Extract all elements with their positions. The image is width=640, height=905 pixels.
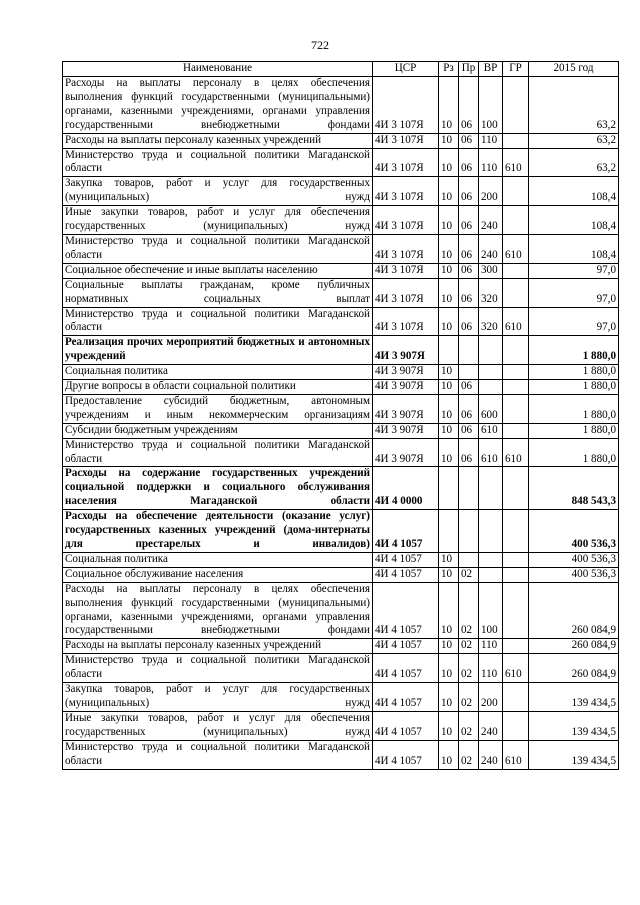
- cell-rz: 10: [439, 148, 459, 177]
- table-row: [63, 639, 619, 654]
- cell-rz: 10: [439, 278, 459, 307]
- cell-pr: [459, 467, 479, 510]
- cell-amount: 139 434,5: [529, 683, 619, 712]
- cell-pr: 06: [459, 438, 479, 467]
- cell-csr: 4И 4 1057: [373, 683, 439, 712]
- cell-gr: [503, 278, 529, 307]
- cell-pr: 02: [459, 567, 479, 582]
- cell-gr: 610: [503, 740, 529, 769]
- cell-name: Социальное обслуживание населения: [63, 567, 373, 582]
- cell-vr: [479, 365, 503, 380]
- table-row: [63, 307, 619, 336]
- cell-vr: 110: [479, 133, 503, 148]
- table-row: [63, 423, 619, 438]
- cell-vr: 100: [479, 77, 503, 134]
- cell-gr: [503, 552, 529, 567]
- budget-table: [62, 61, 619, 770]
- cell-vr: [479, 510, 503, 553]
- cell-amount: 1 880,0: [529, 336, 619, 365]
- cell-pr: 02: [459, 639, 479, 654]
- cell-name: Расходы на содержание государственных учреждений социальной поддержки и социального обслуживания населения Магаданской области: [63, 467, 373, 510]
- cell-rz: 10: [439, 423, 459, 438]
- cell-amount: 400 536,3: [529, 567, 619, 582]
- cell-csr: 4И 3 907Я: [373, 336, 439, 365]
- cell-rz: 10: [439, 740, 459, 769]
- cell-csr: 4И 4 1057: [373, 654, 439, 683]
- cell-rz: 10: [439, 380, 459, 395]
- cell-name: Реализация прочих мероприятий бюджетных и автономных учреждений: [63, 336, 373, 365]
- header-name: Наименование: [63, 62, 373, 77]
- cell-gr: [503, 380, 529, 395]
- table-row: [63, 206, 619, 235]
- cell-rz: 10: [439, 582, 459, 639]
- cell-gr: [503, 177, 529, 206]
- cell-amount: 139 434,5: [529, 740, 619, 769]
- cell-vr: 240: [479, 234, 503, 263]
- cell-name: Министерство труда и социальной политики Магаданской области: [63, 654, 373, 683]
- cell-vr: 100: [479, 582, 503, 639]
- table-row: [63, 177, 619, 206]
- cell-gr: [503, 467, 529, 510]
- header-row: [63, 62, 619, 77]
- cell-rz: [439, 336, 459, 365]
- cell-csr: 4И 4 1057: [373, 510, 439, 553]
- cell-amount: 1 880,0: [529, 380, 619, 395]
- cell-vr: 600: [479, 394, 503, 423]
- table-row: [63, 654, 619, 683]
- cell-name: Иные закупки товаров, работ и услуг для обеспечения государственных (муниципальных) нужд: [63, 206, 373, 235]
- cell-name: Социальное обеспечение и иные выплаты населению: [63, 263, 373, 278]
- cell-vr: 320: [479, 307, 503, 336]
- cell-gr: [503, 365, 529, 380]
- cell-pr: 06: [459, 423, 479, 438]
- cell-amount: 97,0: [529, 263, 619, 278]
- cell-vr: [479, 552, 503, 567]
- cell-vr: 610: [479, 423, 503, 438]
- cell-amount: 1 880,0: [529, 438, 619, 467]
- cell-name: Социальная политика: [63, 552, 373, 567]
- header-year: 2015 год: [529, 62, 619, 77]
- table-row: [63, 711, 619, 740]
- table-row: [63, 234, 619, 263]
- cell-gr: 610: [503, 438, 529, 467]
- cell-gr: 610: [503, 234, 529, 263]
- cell-name: Расходы на выплаты персоналу в целях обеспечения выполнения функций государственными (муниципальными) органами, казенными учреждениями, органами управления государственными внебюджетными фондами: [63, 77, 373, 134]
- cell-pr: 02: [459, 711, 479, 740]
- cell-pr: 02: [459, 683, 479, 712]
- header-pr: Пр: [459, 62, 479, 77]
- table-row: [63, 148, 619, 177]
- cell-vr: 200: [479, 683, 503, 712]
- cell-amount: 108,4: [529, 177, 619, 206]
- cell-name: Расходы на выплаты персоналу в целях обеспечения выполнения функций государственными (муниципальными) органами, казенными учреждениями, органами управления государственными внебюджетными фондами: [63, 582, 373, 639]
- cell-rz: 10: [439, 639, 459, 654]
- cell-gr: [503, 423, 529, 438]
- cell-name: Другие вопросы в области социальной политики: [63, 380, 373, 395]
- cell-amount: 260 084,9: [529, 654, 619, 683]
- table-row: [63, 510, 619, 553]
- cell-amount: 108,4: [529, 206, 619, 235]
- cell-amount: 400 536,3: [529, 510, 619, 553]
- cell-vr: 320: [479, 278, 503, 307]
- cell-pr: 02: [459, 654, 479, 683]
- table-row: [63, 133, 619, 148]
- cell-vr: 240: [479, 711, 503, 740]
- cell-name: Расходы на выплаты персоналу казенных учреждений: [63, 133, 373, 148]
- cell-vr: 110: [479, 639, 503, 654]
- cell-name: Расходы на выплаты персоналу казенных учреждений: [63, 639, 373, 654]
- table-row: [63, 263, 619, 278]
- cell-pr: 02: [459, 740, 479, 769]
- cell-csr: 4И 3 907Я: [373, 380, 439, 395]
- cell-csr: 4И 4 1057: [373, 740, 439, 769]
- cell-gr: [503, 263, 529, 278]
- cell-pr: 06: [459, 148, 479, 177]
- page-number: 722: [311, 38, 329, 52]
- table-row: [63, 336, 619, 365]
- table-row: [63, 740, 619, 769]
- cell-pr: 06: [459, 206, 479, 235]
- cell-pr: 06: [459, 77, 479, 134]
- table-body: [63, 77, 619, 770]
- table-row: [63, 380, 619, 395]
- header-rz: Рз: [439, 62, 459, 77]
- cell-rz: 10: [439, 394, 459, 423]
- cell-gr: 610: [503, 307, 529, 336]
- cell-name: Социальные выплаты гражданам, кроме публичных нормативных социальных выплат: [63, 278, 373, 307]
- cell-amount: 63,2: [529, 77, 619, 134]
- cell-name: Министерство труда и социальной политики Магаданской области: [63, 740, 373, 769]
- cell-pr: 06: [459, 263, 479, 278]
- cell-rz: 10: [439, 206, 459, 235]
- cell-pr: 02: [459, 582, 479, 639]
- cell-csr: 4И 3 107Я: [373, 148, 439, 177]
- cell-amount: 97,0: [529, 278, 619, 307]
- cell-rz: 10: [439, 711, 459, 740]
- cell-gr: [503, 683, 529, 712]
- cell-rz: 10: [439, 683, 459, 712]
- cell-csr: 4И 3 907Я: [373, 394, 439, 423]
- cell-vr: 610: [479, 438, 503, 467]
- cell-amount: 139 434,5: [529, 711, 619, 740]
- cell-csr: 4И 4 1057: [373, 582, 439, 639]
- cell-vr: 240: [479, 740, 503, 769]
- cell-amount: 63,2: [529, 133, 619, 148]
- cell-csr: 4И 3 107Я: [373, 278, 439, 307]
- cell-gr: [503, 510, 529, 553]
- cell-rz: 10: [439, 654, 459, 683]
- cell-pr: [459, 552, 479, 567]
- cell-csr: 4И 3 107Я: [373, 263, 439, 278]
- cell-rz: 10: [439, 77, 459, 134]
- cell-csr: 4И 4 0000: [373, 467, 439, 510]
- cell-csr: 4И 4 1057: [373, 711, 439, 740]
- cell-amount: 97,0: [529, 307, 619, 336]
- cell-gr: [503, 336, 529, 365]
- table-row: [63, 278, 619, 307]
- cell-csr: 4И 3 907Я: [373, 438, 439, 467]
- cell-amount: 108,4: [529, 234, 619, 263]
- cell-pr: 06: [459, 234, 479, 263]
- table-row: [63, 438, 619, 467]
- cell-pr: [459, 365, 479, 380]
- cell-vr: [479, 380, 503, 395]
- cell-csr: 4И 3 107Я: [373, 206, 439, 235]
- cell-name: Расходы на обеспечение деятельности (оказание услуг) государственных казенных учреждений (дома-интернаты для престарелых и инвалидов): [63, 510, 373, 553]
- cell-name: Министерство труда и социальной политики Магаданской области: [63, 148, 373, 177]
- cell-csr: 4И 4 1057: [373, 567, 439, 582]
- cell-vr: 300: [479, 263, 503, 278]
- table-row: [63, 567, 619, 582]
- cell-rz: 10: [439, 307, 459, 336]
- cell-amount: 260 084,9: [529, 582, 619, 639]
- cell-csr: 4И 3 907Я: [373, 365, 439, 380]
- cell-pr: 06: [459, 177, 479, 206]
- cell-gr: [503, 582, 529, 639]
- cell-csr: 4И 3 107Я: [373, 133, 439, 148]
- cell-rz: 10: [439, 234, 459, 263]
- cell-gr: [503, 639, 529, 654]
- header-gr: ГР: [503, 62, 529, 77]
- cell-vr: [479, 567, 503, 582]
- cell-vr: 110: [479, 148, 503, 177]
- table-row: [63, 394, 619, 423]
- cell-amount: 848 543,3: [529, 467, 619, 510]
- cell-csr: 4И 3 107Я: [373, 177, 439, 206]
- cell-name: Субсидии бюджетным учреждениям: [63, 423, 373, 438]
- table-row: [63, 683, 619, 712]
- cell-rz: 10: [439, 263, 459, 278]
- cell-name: Закупка товаров, работ и услуг для государственных (муниципальных) нужд: [63, 177, 373, 206]
- cell-name: Министерство труда и социальной политики Магаданской области: [63, 234, 373, 263]
- table-row: [63, 77, 619, 134]
- cell-rz: 10: [439, 133, 459, 148]
- cell-name: Иные закупки товаров, работ и услуг для обеспечения государственных (муниципальных) нужд: [63, 711, 373, 740]
- cell-vr: [479, 336, 503, 365]
- cell-pr: [459, 510, 479, 553]
- cell-amount: 63,2: [529, 148, 619, 177]
- cell-rz: 10: [439, 552, 459, 567]
- cell-vr: 200: [479, 177, 503, 206]
- cell-gr: [503, 711, 529, 740]
- cell-name: Министерство труда и социальной политики Магаданской области: [63, 307, 373, 336]
- header-csr: ЦСР: [373, 62, 439, 77]
- cell-vr: 110: [479, 654, 503, 683]
- cell-pr: 06: [459, 394, 479, 423]
- cell-vr: [479, 467, 503, 510]
- cell-pr: 06: [459, 133, 479, 148]
- cell-csr: 4И 3 107Я: [373, 307, 439, 336]
- cell-vr: 240: [479, 206, 503, 235]
- cell-gr: [503, 567, 529, 582]
- cell-csr: 4И 3 107Я: [373, 77, 439, 134]
- cell-gr: [503, 133, 529, 148]
- cell-pr: 06: [459, 307, 479, 336]
- header-vr: ВР: [479, 62, 503, 77]
- cell-name: Министерство труда и социальной политики Магаданской области: [63, 438, 373, 467]
- table-row: [63, 552, 619, 567]
- cell-pr: [459, 336, 479, 365]
- cell-name: Предоставление субсидий бюджетным, автономным учреждениям и иным некоммерческим организациям: [63, 394, 373, 423]
- cell-csr: 4И 4 1057: [373, 639, 439, 654]
- cell-rz: 10: [439, 438, 459, 467]
- cell-amount: 400 536,3: [529, 552, 619, 567]
- cell-pr: 06: [459, 380, 479, 395]
- cell-rz: 10: [439, 365, 459, 380]
- cell-amount: 1 880,0: [529, 394, 619, 423]
- cell-amount: 1 880,0: [529, 365, 619, 380]
- cell-rz: [439, 510, 459, 553]
- table-row: [63, 582, 619, 639]
- cell-csr: 4И 4 1057: [373, 552, 439, 567]
- table-row: [63, 365, 619, 380]
- cell-gr: [503, 394, 529, 423]
- cell-gr: [503, 77, 529, 134]
- cell-rz: 10: [439, 177, 459, 206]
- cell-rz: [439, 467, 459, 510]
- cell-name: Закупка товаров, работ и услуг для государственных (муниципальных) нужд: [63, 683, 373, 712]
- cell-name: Социальная политика: [63, 365, 373, 380]
- cell-rz: 10: [439, 567, 459, 582]
- cell-gr: 610: [503, 654, 529, 683]
- cell-gr: 610: [503, 148, 529, 177]
- cell-amount: 260 084,9: [529, 639, 619, 654]
- cell-pr: 06: [459, 278, 479, 307]
- cell-csr: 4И 3 107Я: [373, 234, 439, 263]
- cell-gr: [503, 206, 529, 235]
- cell-csr: 4И 3 907Я: [373, 423, 439, 438]
- table-row: [63, 467, 619, 510]
- cell-amount: 1 880,0: [529, 423, 619, 438]
